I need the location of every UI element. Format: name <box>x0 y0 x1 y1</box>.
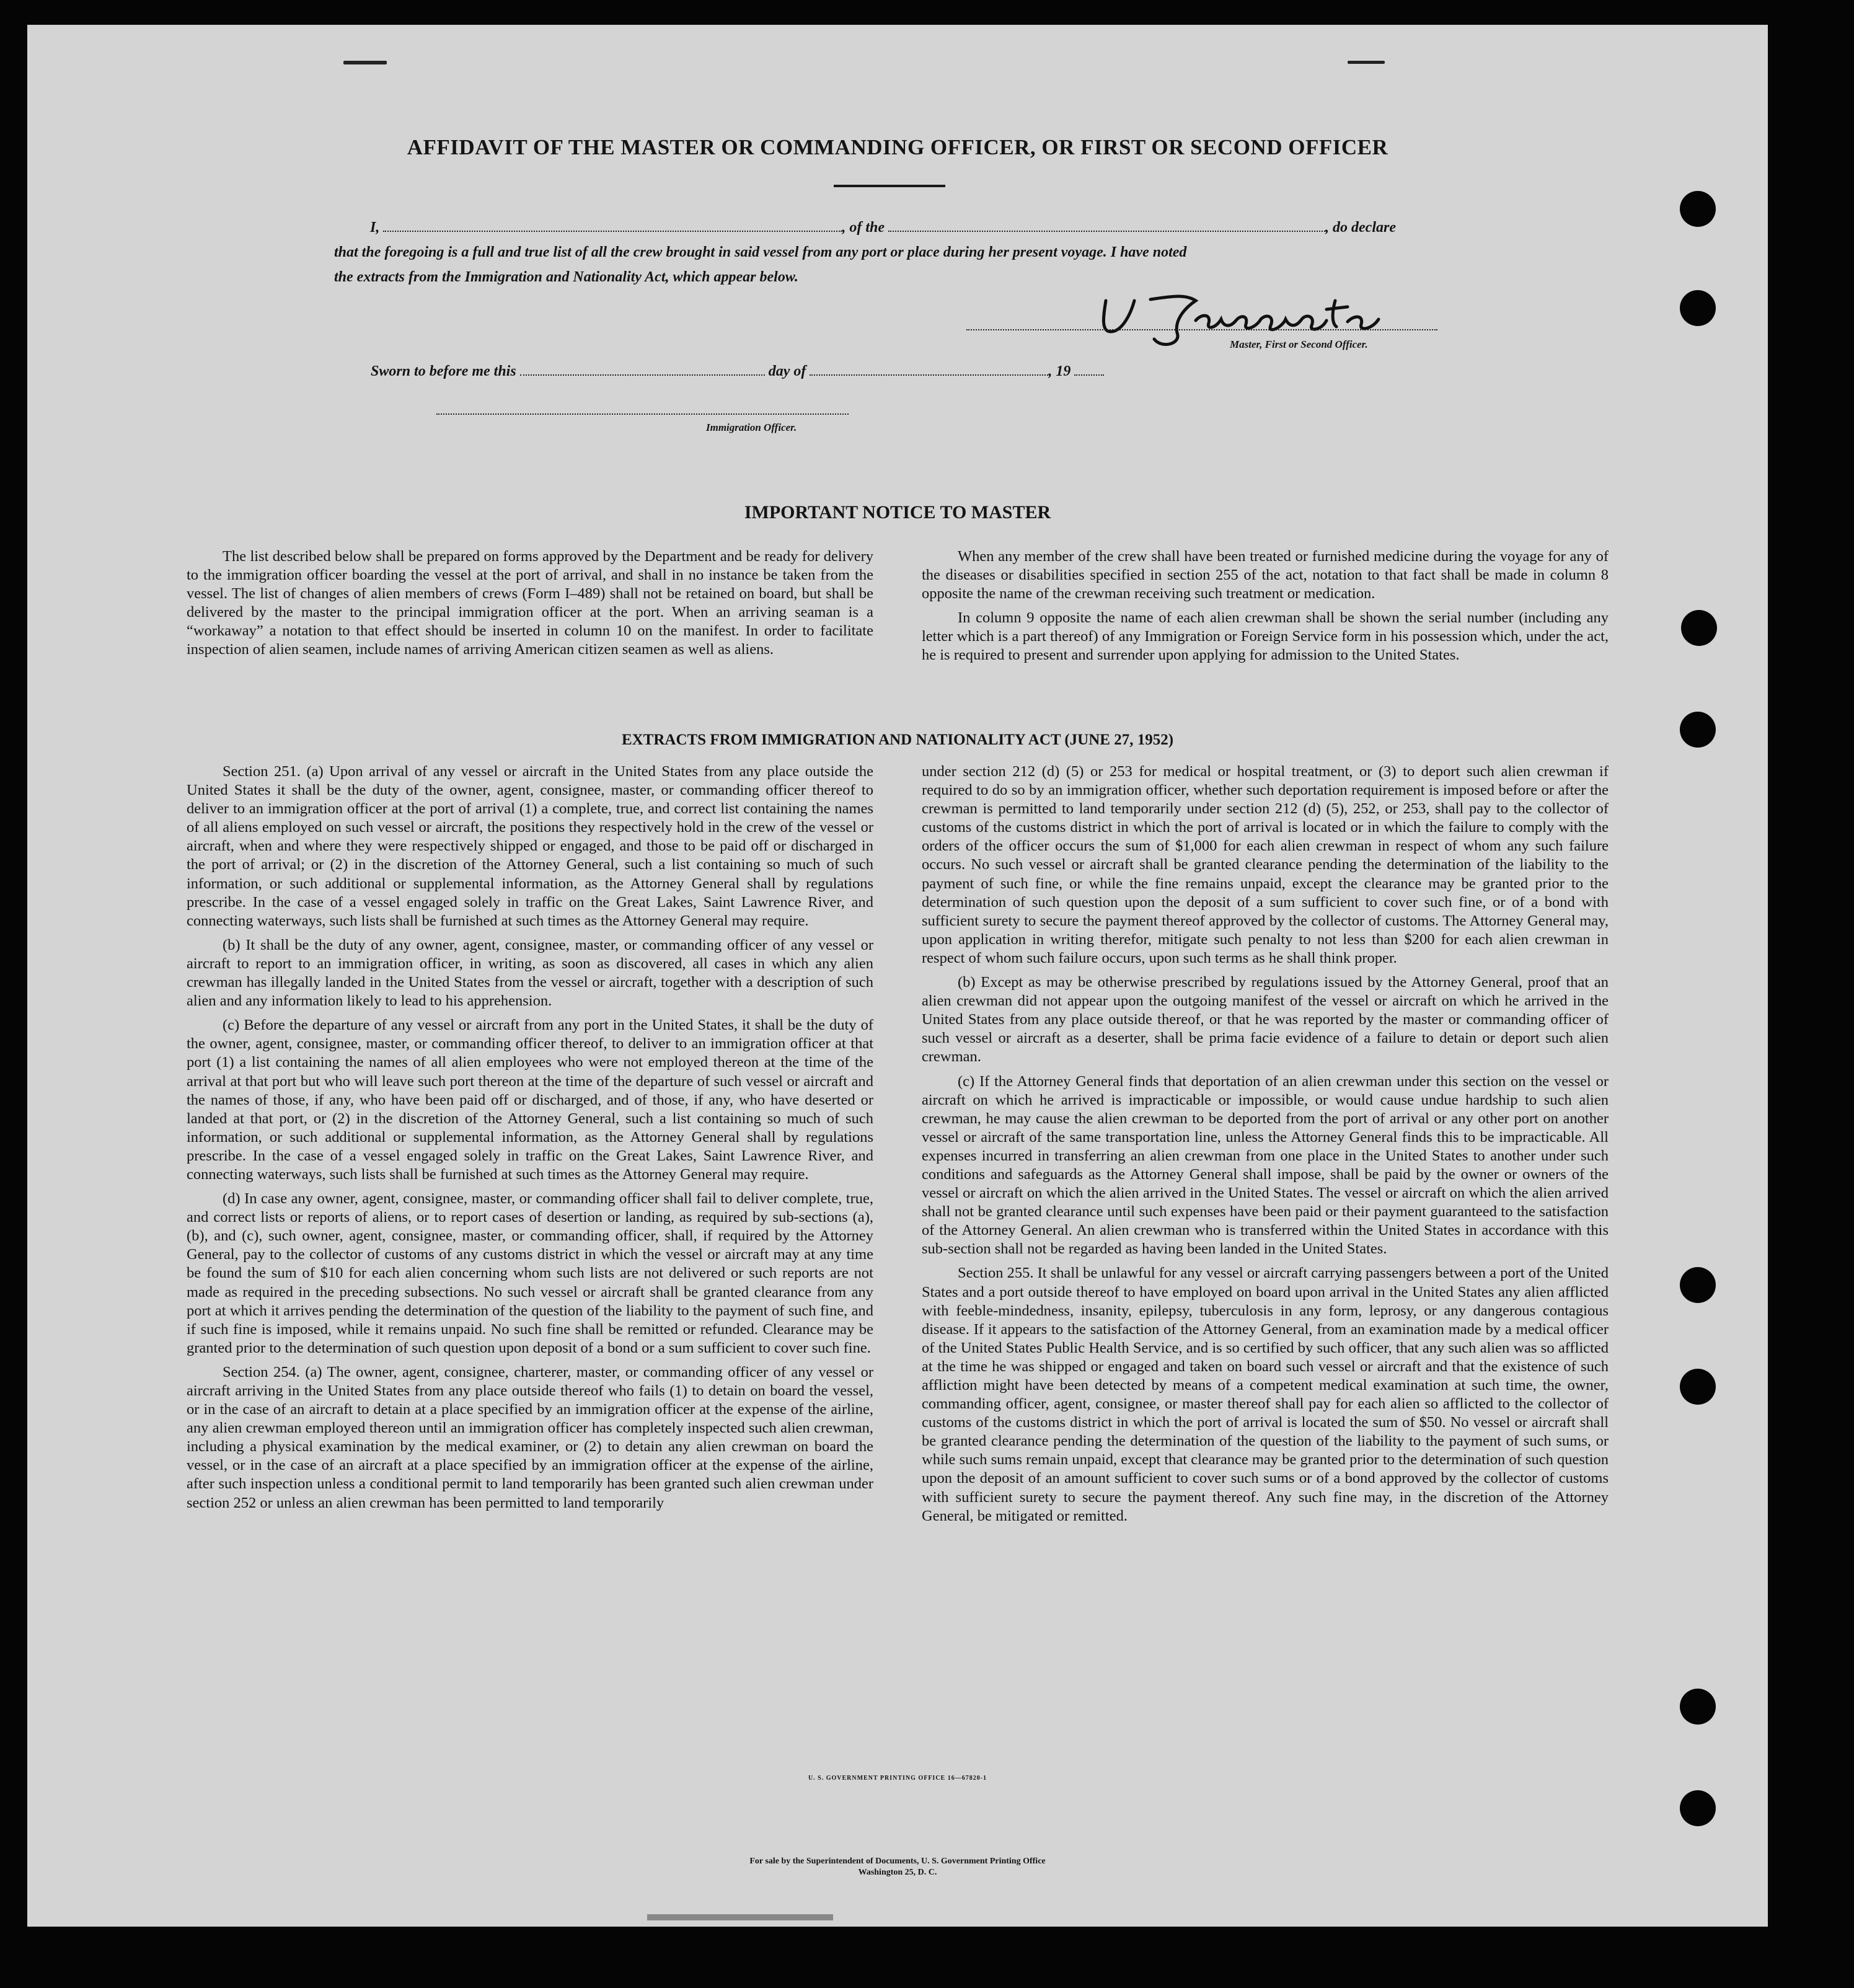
binder-hole <box>1681 610 1717 646</box>
of-the-label: , of the <box>842 219 885 236</box>
binder-hole <box>1680 191 1716 227</box>
sworn-line <box>371 363 1104 380</box>
act-paragraph: (c) If the Attorney General finds that deportation of an alien crewman under this section on the vessel or aircraft on which he arrived is impracticable or impossible, or would cause undue hardship to such alien crewman, he may cause the alien crewman to be deported from the port of arrival or any other port on another vessel or aircraft of the same transportation line, unless the Attorney General finds this to be impracticable. All expenses incurred in transferring an alien crewman from one place in the United States to another under such conditions and safeguards as the Attorney General shall impose, shall be paid by the owner or owners of the vessel or aircraft on which the alien arrived in the United States. The vessel or aircraft on which the alien arrived shall not be granted clearance until such expenses have been paid or their payment guaranteed to the satisfaction of the Attorney General. An alien crewman who is transferred within the United States in accordance with this sub-section shall not be regarded as having been landed in the United States. <box>922 1072 1609 1258</box>
notice-paragraph: The list described below shall be prepared on forms approved by the Department and be ready for delivery to the immigration officer boarding the vessel at the port of arrival, and shall in no instance be taken from the vessel. The list of changes of alien members of crews (Form I–489) shall not be retained on board, but shall be delivered by the master to the principal immigration officer at the port. When an arriving seaman is a “workaway” a notation to that effect should be inserted in column 10 on the manifest. In order to facilitate inspection of alien seamen, include names of arriving American citizen seamen as well as aliens. <box>187 548 873 658</box>
footer-line-1: For sale by the Superintendent of Documents, U. S. Government Printing Office <box>749 1857 1046 1866</box>
act-paragraph: Section 251. (a) Upon arrival of any vessel or aircraft in the United States from any place outside the United States it shall be the duty of the owner, agent, consignee, master, or commanding officer thereof to deliver to an immigration officer at the port of arrival (1) a complete, true, and correct list containing the names of all aliens employed on such vessel or aircraft, the positions they respectively hold in the crew of the vessel or aircraft, when and where they were respectively shipped or engaged, and those to be paid off or discharged in the port of arrival; or (2) in the discretion of the Attorney General, such a list containing so much of such information, or such additional or supplemental information, as the Attorney General shall by regulations prescribe. In the case of a vessel engaged solely in traffic on the Great Lakes, Saint Lawrence River, and connecting waterways, such lists shall be furnished at such times as the Attorney General may require. <box>187 763 873 929</box>
document-page <box>27 25 1768 1927</box>
declarant-line <box>370 219 1396 236</box>
sworn-day-field[interactable] <box>520 374 765 376</box>
notice-right-column <box>922 547 1609 671</box>
declaration-line-2: the extracts from the Immigration and Nationality Act, which appear below. <box>334 269 798 285</box>
sworn-year-field[interactable] <box>1074 374 1104 376</box>
bottom-edge-smudge <box>647 1914 833 1920</box>
extracts-right-column <box>922 762 1609 1531</box>
binder-hole <box>1680 1369 1716 1405</box>
footer <box>27 1856 1768 1878</box>
signature-caption: Master, First or Second Officer. <box>1230 338 1368 350</box>
extracts-title: EXTRACTS FROM IMMIGRATION AND NATIONALITY ACT (JUNE 27, 1952) <box>621 731 1174 748</box>
act-paragraph: (b) Except as may be otherwise prescribed by regulations issued by the Attorney General, proof that an alien crewman did not appear upon the outgoing manifest of the vessel or aircraft on which he arrived in the United States from any place outside thereof, or that he was reported by the master or commanding officer of such vessel or aircraft as a deserter, shall be prima facie evidence of a failure to detain or deport such alien crewman. <box>922 974 1609 1066</box>
act-paragraph: Section 254. (a) The owner, agent, consignee, charterer, master, or commanding officer of any vessel or aircraft arriving in the United States from any place outside thereof who fails (1) to detain on board the vessel, or in the case of an aircraft to detain at a place specified by an immigration officer at the expense of the airline, any alien crewman employed thereon until an immigration officer has completely inspected such alien crewman, including a physical examination by the medical examiner, or (2) to detain any alien crewman on board the vessel, or in the case of an aircraft at a place specified by an immigration officer at the expense of the airline, after such inspection unless a conditional permit to land temporarily has been granted such alien crewman under section 252 or unless an alien crewman has been permitted to land temporarily <box>187 1363 873 1511</box>
day-of-label: day of <box>768 363 806 379</box>
declaration-line-1: that the foregoing is a full and true list of all the crew brought in said vessel from any port or place during her present voyage. I have noted <box>334 244 1187 260</box>
immigration-officer-signature-line[interactable] <box>436 413 849 415</box>
binder-hole <box>1680 1689 1716 1725</box>
footer-line-2: Washington 25, D. C. <box>858 1868 937 1877</box>
act-paragraph: (d) In case any owner, agent, consignee, master, or commanding officer shall fail to deliver complete, true, and correct lists or reports of aliens, or to report cases of desertion or landing, as required by sub-sections (a), (b), and (c), such owner, agent, consignee, master, or commanding officer, shall, if required by the Attorney General, pay to the collector of customs of any customs district in which the vessel or aircraft may at any time be found the sum of $10 for each alien concerning whom such lists are not delivered or such reports are not made as required in the preceding subsections. No such vessel or aircraft shall be granted clearance from any port at which it arrives pending the determination of the question of the liability to the payment of such fine, and if such fine is imposed, while it remains unpaid. No such fine shall be remitted or refunded. Clearance may be granted prior to the determination of such question upon deposit of a bond or a sum sufficient to cover such fine. <box>187 1190 873 1356</box>
declarant-name-field[interactable] <box>383 231 842 232</box>
do-declare-label: , do declare <box>1325 219 1396 236</box>
printing-office-imprint: U. S. GOVERNMENT PRINTING OFFICE 16—67820-1 <box>808 1775 987 1782</box>
act-paragraph-continued: under section 212 (d) (5) or 253 for medical or hospital treatment, or (3) to deport such alien crewman if required to do so by an immigration officer, whether such deportation requirement is imposed before or after the crewman is permitted to land temporarily under section 212 (d) (5), 252, or 253, shall pay to the collector of customs of the customs district in which the port of arrival is located or in which the failure to comply with the orders of the officer occurs the sum of $1,000 for each alien crewman in respect of whom any such failure occurs. No such vessel or aircraft shall be granted clearance pending the determination of the liability to the payment of such fine, or while the fine remains unpaid, except the clearance may be granted prior to the determination of such question upon the deposit of a sum sufficient to cover such fine, or of a bond with sufficient surety to secure the payment thereof approved by the collector of customs. The Attorney General may, upon application in writing therefor, mitigate such penalty to not less than $200 for each alien crewman in respect of whom such failure occurs, upon such terms as he shall think proper. <box>922 763 1609 966</box>
affidavit-title: AFFIDAVIT OF THE MASTER OR COMMANDING OFFICER, OR FIRST OR SECOND OFFICER <box>407 135 1388 159</box>
signature-line[interactable] <box>966 329 1437 330</box>
year-label: , 19 <box>1048 363 1071 379</box>
edge-mark <box>343 61 387 64</box>
binder-hole <box>1680 1790 1716 1826</box>
act-paragraph: (b) It shall be the duty of any owner, agent, consignee, master, or commanding officer of any vessel or aircraft to report to an immigration officer, in writing, as soon as discovered, all cases in which any alien crewman has illegally landed in the United States from the vessel or aircraft, together with a description of such alien and any information likely to lead to his apprehension. <box>187 936 873 1010</box>
notice-paragraph: In column 9 opposite the name of each alien crewman shall be shown the serial number (including any letter which is a part thereof) of any Immigration or Foreign Service form in his possession which, under the act, he is required to present and surrender upon applying for admission to the United States. <box>922 609 1609 664</box>
edge-mark <box>1348 61 1385 64</box>
notice-title: IMPORTANT NOTICE TO MASTER <box>744 502 1051 523</box>
act-paragraph: (c) Before the departure of any vessel or aircraft from any port in the United States, it shall be the duty of the owner, agent, consignee, master, or commanding officer thereof, to deliver to an immigration officer at that port (1) a list containing the names of all alien employees who were not employed thereon at the time of the arrival at that port but who will leave such port thereon at the time of the departure of such vessel or aircraft and the names of those, if any, who have been paid off or discharged, and of those, if any, who have deserted or landed at that port, or (2) in the discretion of the Attorney General, such a list containing so much of such information, or such additional or supplemental information, as the Attorney General shall by regulations prescribe. In the case of a vessel engaged solely in traffic on the Great Lakes, Saint Lawrence River, and connecting waterways, such lists shall be furnished at such times as the Attorney General may require. <box>187 1017 873 1183</box>
extracts-left-column <box>187 762 873 1518</box>
immigration-officer-caption: Immigration Officer. <box>706 422 797 433</box>
vessel-name-field[interactable] <box>888 231 1325 232</box>
notice-left-column <box>187 547 873 665</box>
sworn-label: Sworn to before me this <box>371 363 516 379</box>
binder-hole <box>1680 290 1716 326</box>
sworn-month-field[interactable] <box>810 374 1048 376</box>
act-paragraph: Section 255. It shall be unlawful for any vessel or aircraft carrying passengers between a port of the United States and a port outside thereof to have employed on board upon arrival in the United States any alien afflicted with feeble-mindedness, insanity, epilepsy, tuberculosis in any form, leprosy, or any dangerous contagious disease. If it appears to the satisfaction of the Attorney General, from an examination made by a medical officer of the United States Public Health Service, and is so certified by such officer, that any such alien was so afflicted at the time he was shipped or engaged and taken on board such vessel or aircraft and that the existence of such affliction might have been detected by means of a competent medical examination at such time, the owner, commanding officer, agent, consignee, or master thereof shall pay for each alien so afflicted to the collector of customs of the customs district in which the port of arrival is located the sum of $50. No vessel or aircraft shall be granted clearance pending the determination of the question of the liability to the payment of such sums, or while such sums remain unpaid, except that clearance may be granted prior to the determination of such question upon the deposit of an amount sufficient to cover such sums or of a bond approved by the collector of customs with sufficient surety to secure the payment thereof. Any such fine may, in the discretion of the Attorney General, be mitigated or remitted. <box>922 1265 1609 1524</box>
notice-paragraph: When any member of the crew shall have been treated or furnished medicine during the voyage for any of the diseases or disabilities specified in section 255 of the act, notation to that fact shall be made in column 8 opposite the name of the crewman receiving such treatment or medication. <box>922 548 1609 603</box>
binder-hole <box>1680 1267 1716 1303</box>
i-label: I, <box>370 219 380 236</box>
title-rule <box>834 185 945 187</box>
